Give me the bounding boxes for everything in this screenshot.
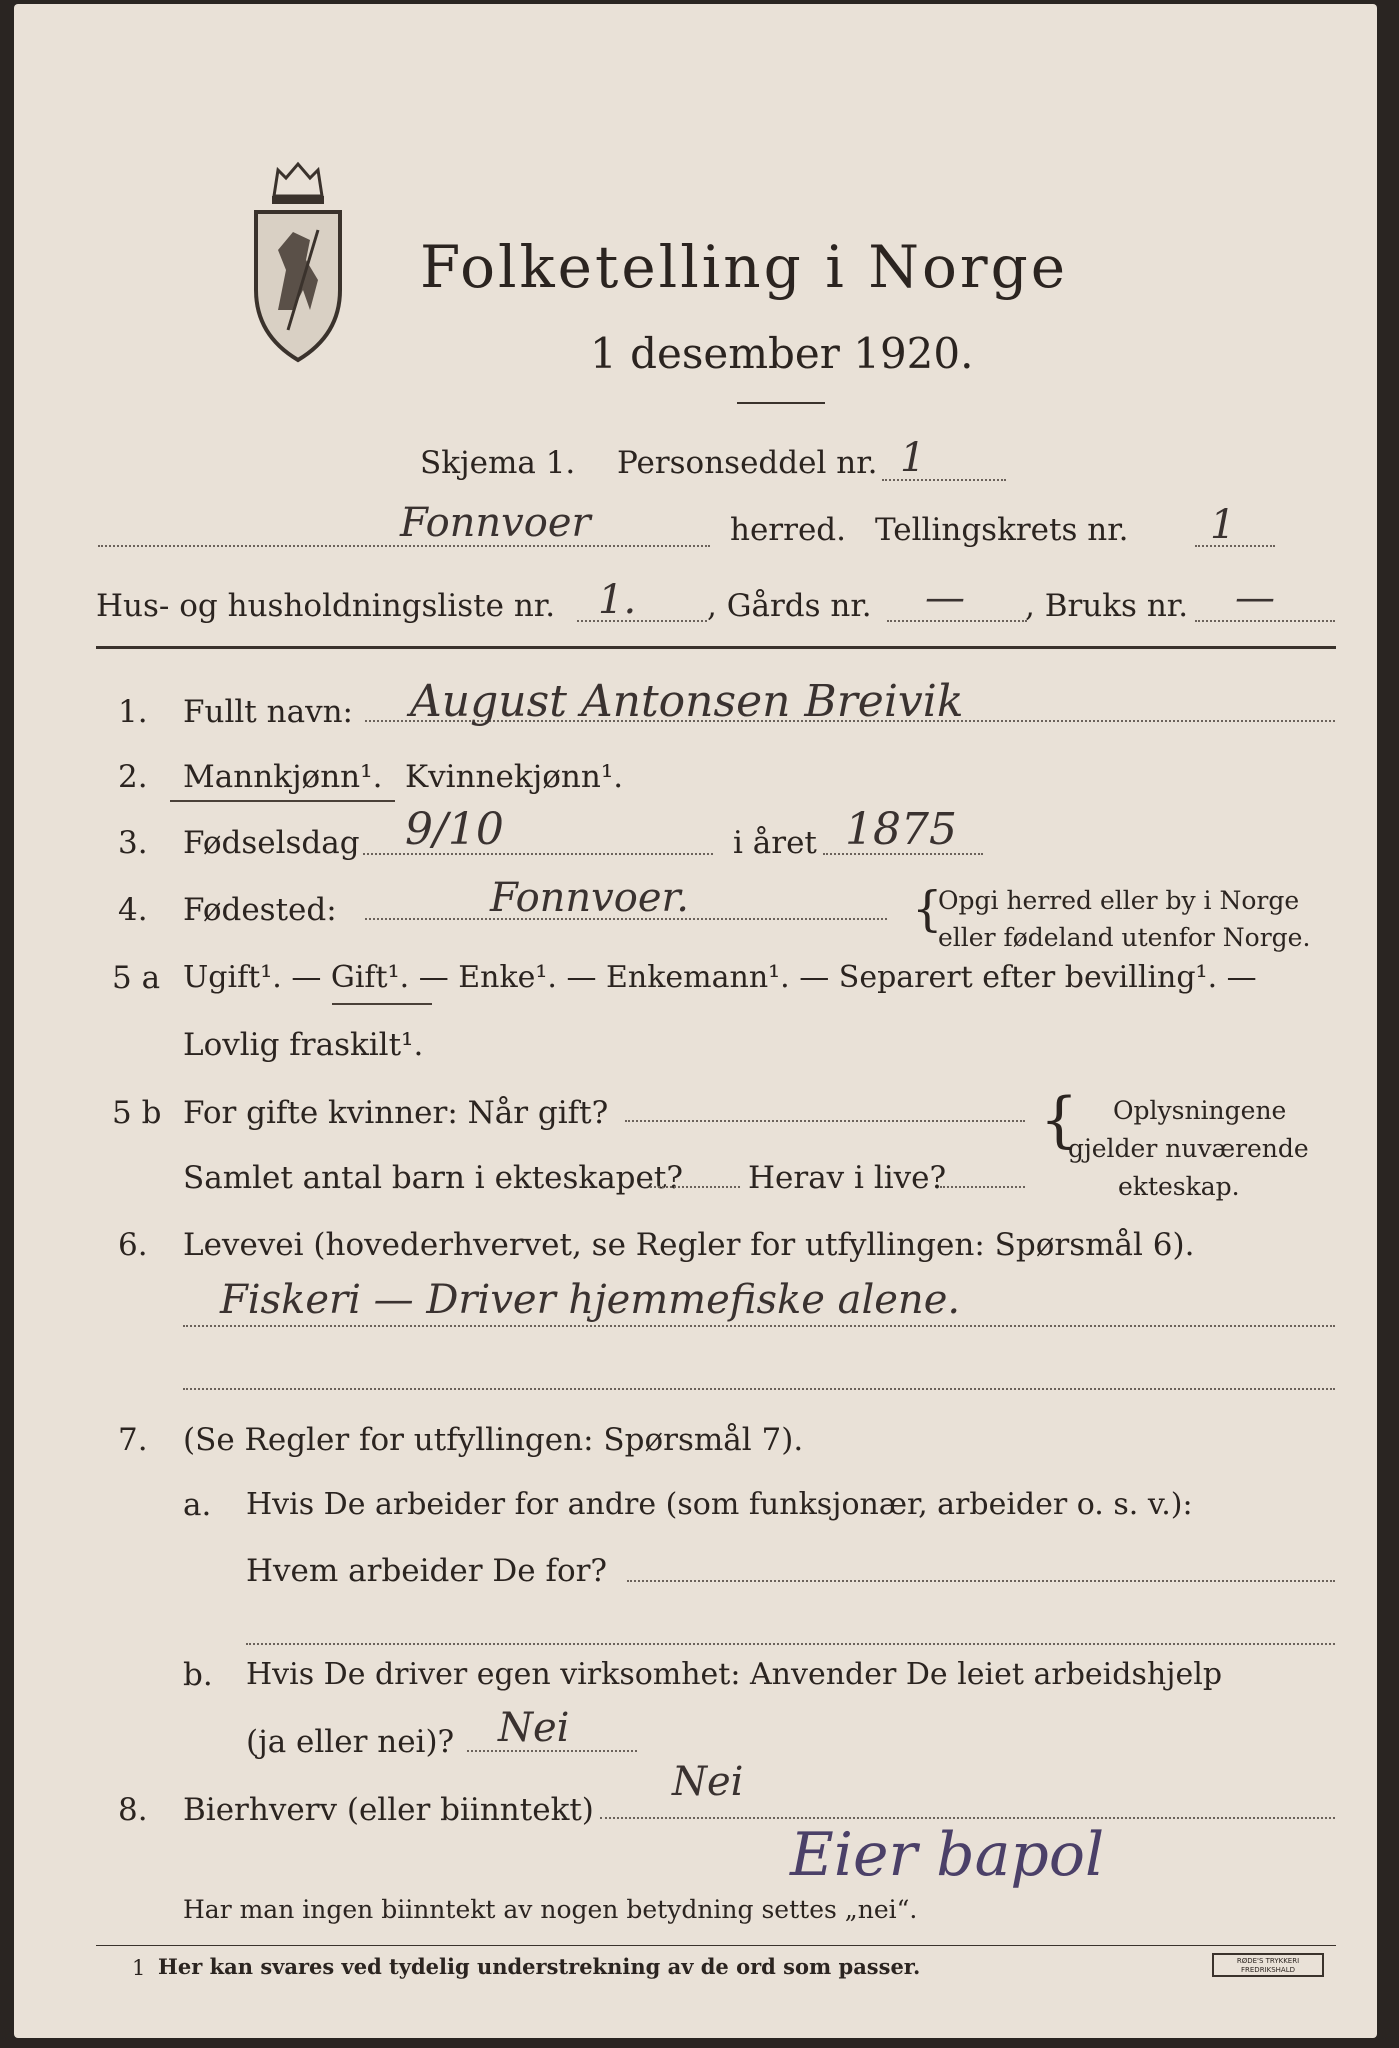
husliste-value: 1. (598, 577, 637, 623)
q5b-line-3 (940, 1186, 1025, 1188)
q4-number: 4. (118, 892, 148, 928)
q8-value: Nei (672, 1759, 744, 1805)
q4-note-1: Opgi herred eller by i Norge (938, 886, 1300, 915)
q4-note-2: eller fødeland utenfor Norge. (938, 923, 1311, 952)
q3-year-label: i året (733, 825, 817, 861)
husliste-line (577, 620, 707, 622)
q5a-gift-underline (332, 1003, 432, 1005)
husliste-label: Hus- og husholdningsliste nr. (96, 588, 556, 624)
q8-extra: Eier bapol (790, 1820, 1105, 1890)
q5a-options: Ugift¹. — Gift¹. — Enke¹. — Enkemann¹. — Separert efter bevilling¹. — (183, 960, 1257, 995)
q1-value: August Antonsen Breivik (410, 676, 964, 727)
herred-label: herred. (730, 512, 846, 548)
title-divider (737, 402, 825, 404)
q5a-number: 5 a (112, 960, 161, 996)
q7b-value: Nei (498, 1705, 570, 1751)
census-form (14, 4, 1377, 2038)
coat-of-arms-icon (248, 160, 348, 365)
q8-label: Bierhverv (eller biinntekt) (183, 1792, 594, 1828)
no-income-note: Har man ingen biinntekt av nogen betydning settes „nei“. (183, 1895, 918, 1924)
q7b-line-1: Hvis De driver egen virksomhet: Anvender De leiet arbeidshjelp (246, 1657, 1223, 1692)
section-divider (96, 646, 1336, 649)
q5b-bracket: { (1040, 1085, 1079, 1155)
q7a-line-1: Hvis De arbeider for andre (som funksjonær, arbeider o. s. v.): (246, 1487, 1193, 1522)
bruks-label: , Bruks nr. (1025, 588, 1189, 624)
printer-text: RØDE'S TRYKKERI FREDRIKSHALD (1236, 1957, 1300, 1974)
tellingskrets-line (1195, 545, 1275, 547)
q6-label: Levevei (hovederhvervet, se Regler for utfyllingen: Spørsmål 6). (183, 1227, 1195, 1263)
footnote-mark: 1 (132, 1956, 146, 1980)
q5b-label-1: For gifte kvinner: Når gift? (183, 1095, 609, 1131)
q4-bracket: { (912, 881, 943, 937)
q3-year-value: 1875 (845, 804, 957, 855)
form-title: Folketelling i Norge (420, 233, 1069, 301)
gards-label: , Gårds nr. (707, 588, 872, 624)
census-date: 1 desember 1920. (590, 329, 974, 378)
footnote-text: Her kan svares ved tydelig understrekning av de ord som passer. (158, 1954, 921, 1979)
q2-male-underline (170, 800, 395, 802)
q7-label: (Se Regler for utfyllingen: Spørsmål 7). (183, 1422, 804, 1458)
q2-female-option: Kvinnekjønn¹. (405, 759, 624, 795)
q2-male-option: Mannkjønn¹. (183, 759, 383, 795)
q5b-label-3: Herav i live? (748, 1160, 947, 1196)
q5b-note-3: ekteskap. (1118, 1172, 1240, 1201)
q5b-line-1 (625, 1120, 1025, 1122)
q4-label: Fødested: (183, 892, 337, 928)
q5b-line-2 (650, 1186, 740, 1188)
tellingskrets-value: 1 (1210, 502, 1236, 548)
q5b-note-1: Oplysningene (1113, 1096, 1287, 1125)
tellingskrets-label: Tellingskrets nr. (875, 512, 1129, 548)
q7a-answer-line-2 (246, 1643, 1335, 1645)
personseddel-value: 1 (900, 435, 926, 481)
personseddel-label: Personseddel nr. (617, 445, 878, 481)
q7-number: 7. (118, 1422, 148, 1458)
printer-stamp (1212, 1953, 1324, 1977)
skjema-label: Skjema 1. (420, 445, 576, 481)
q8-number: 8. (118, 1792, 148, 1828)
q3-label: Fødselsdag (183, 825, 360, 861)
q7b-line-2: (ja eller nei)? (246, 1724, 455, 1760)
q2-number: 2. (118, 759, 148, 795)
q1-label: Fullt navn: (183, 694, 353, 730)
q5b-note-2: gjelder nuværende (1068, 1134, 1309, 1163)
gards-value: — (925, 575, 965, 621)
q6-line-1 (183, 1325, 1335, 1327)
q7a-letter: a. (183, 1487, 212, 1523)
q1-number: 1. (118, 694, 148, 730)
q6-line-2 (183, 1388, 1335, 1390)
q7a-answer-line-1 (627, 1580, 1335, 1582)
q7b-letter: b. (183, 1657, 213, 1693)
q7a-line-2: Hvem arbeider De for? (246, 1553, 608, 1589)
q5a-options-2: Lovlig fraskilt¹. (183, 1027, 424, 1063)
q6-number: 6. (118, 1227, 148, 1263)
q8-line (600, 1817, 1335, 1819)
q6-value: Fiskeri — Driver hjemmefiske alene. (220, 1277, 961, 1323)
q3-number: 3. (118, 825, 148, 861)
herred-value: Fonnvoer (400, 500, 591, 546)
q3-day-value: 9/10 (405, 804, 504, 855)
bruks-value: — (1235, 575, 1275, 621)
q5b-number: 5 b (112, 1095, 162, 1131)
q4-value: Fonnvoer. (490, 875, 689, 921)
q5b-label-2: Samlet antal barn i ekteskapet? (183, 1160, 683, 1196)
footnote-divider (96, 1945, 1336, 1946)
